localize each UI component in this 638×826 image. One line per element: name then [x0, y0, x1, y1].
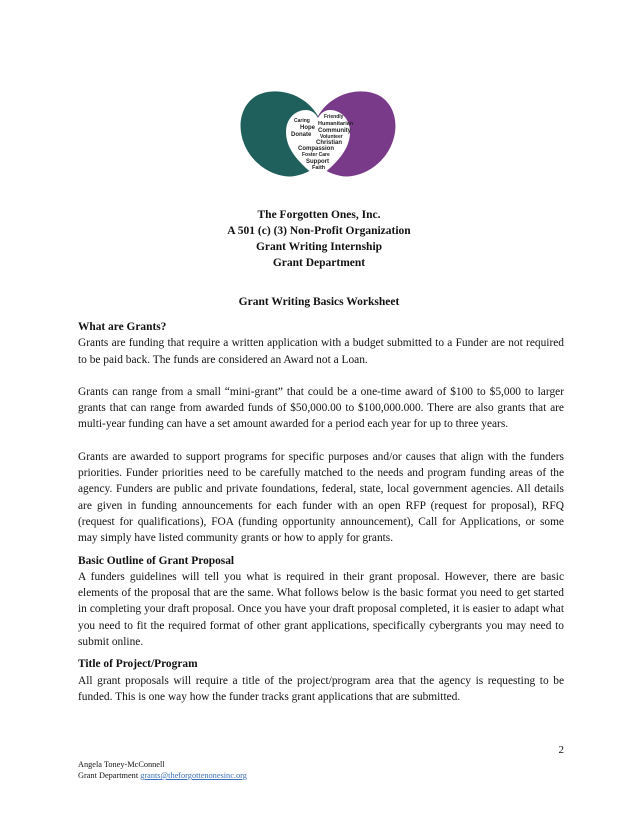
organization-header	[0, 207, 638, 271]
cloud-word: Compassion	[298, 146, 335, 152]
document-body	[78, 319, 564, 721]
footer-department	[78, 770, 247, 781]
cloud-word: Christian	[316, 140, 343, 146]
cloud-word: Community	[318, 128, 351, 134]
section-heading-grants: What are Grants?	[78, 321, 167, 333]
department-name: Grant Department	[272, 257, 366, 269]
cloud-word: Caring	[294, 118, 310, 124]
worksheet-title: Grant Writing Basics Worksheet	[238, 296, 400, 308]
paragraph: Grants are funding that require a written application with a budget submitted to a Funder are not required to be paid back. The funds are considered an Award not a Loan.	[78, 337, 564, 366]
org-name: The Forgotten Ones, Inc.	[257, 209, 381, 221]
cloud-word: Donate	[291, 132, 312, 138]
footer	[78, 759, 247, 781]
cloud-word: Support	[306, 159, 329, 165]
section-heading-outline: Basic Outline of Grant Proposal	[78, 554, 235, 567]
email-link[interactable]: grants@theforgottenonesinc.org	[140, 771, 247, 780]
org-type: A 501 (c) (3) Non-Profit Organization	[227, 225, 411, 237]
paragraph: All grant proposals will require a title of the project/program area that the agency is requesting to be funded. This is one way how the funder tracks grant applications that are submitted.	[78, 674, 564, 703]
cloud-word: Humanitarian	[318, 121, 354, 127]
cloud-word: Faith	[312, 165, 326, 171]
cloud-word: Hope	[300, 125, 315, 131]
footer-dept-label: Grant Department	[78, 771, 139, 780]
paragraph: Grants can range from a small “mini-grant” that could be a one-time award of $100 to $5,000 to larger grants that can range from awarded funds of $50,000.00 to $100,000.000. There are also grants that are multi-year funding can have a set amount awarded for a period each year for up to three years.	[78, 385, 564, 431]
section-heading-title: Title of Project/Program	[78, 658, 198, 671]
cloud-word: Friendly	[324, 114, 344, 120]
page-number: 2	[558, 744, 564, 756]
paragraph: Grants are awarded to support programs for specific purposes and/or causes that align with the funders priorities. Funder priorities need to be carefully matched to the needs and program funding areas of the agency. Funders are public and private foundations, federal, state, local government agencies. All details are given in funding announcements for each funder with an open RFP (request for proposal), RFQ (request for qualifications), FOA (funding opportunity announcement), Call for Applications, or some may simply have listed community grants or how to apply for grants.	[78, 450, 564, 545]
footer-author: Angela Toney-McConnell	[78, 760, 165, 769]
cloud-word: Foster Care	[302, 152, 330, 158]
hands-heart-logo	[234, 78, 402, 184]
cloud-word: Volunteer	[320, 134, 343, 140]
program-name: Grant Writing Internship	[255, 241, 383, 253]
paragraph: A funders guidelines will tell you what is required in their grant proposal. However, there are basic elements of the proposal that are the same. What follows below is the basic format you need to get started in completing your draft proposal. Once you have your draft proposal completed, it is easier to adapt what you need to fit the required format of other grant applications, specifically cybergrants you may need to submit online.	[78, 570, 564, 649]
